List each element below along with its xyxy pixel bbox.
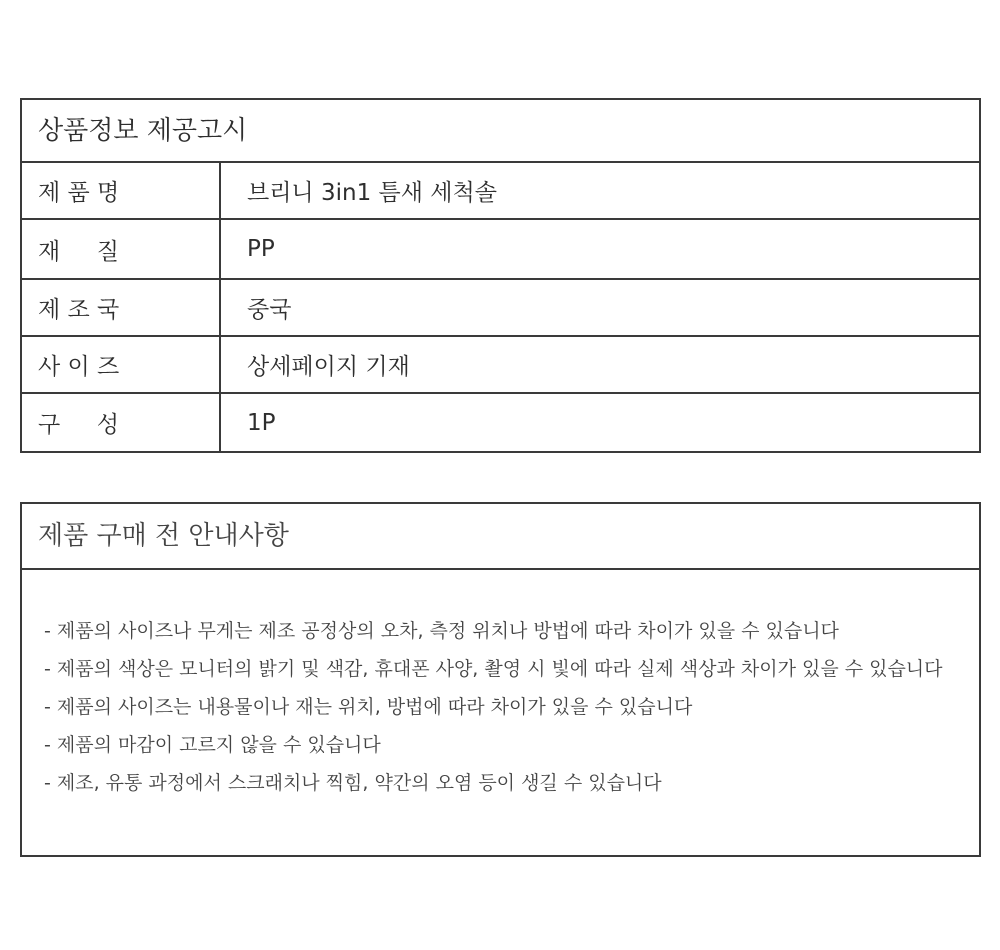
row-value: PP <box>247 236 275 262</box>
row-label: 사 이 즈 <box>22 337 221 392</box>
list-item: - 제품의 사이즈나 무게는 제조 공정상의 오차, 측정 위치나 방법에 따라 차이가 있을 수 있습니다 <box>44 620 839 642</box>
row-value: 브리니 3in1 틈새 세척솔 <box>247 180 497 206</box>
purchase-notice-title: 제품 구매 전 안내사항 <box>22 504 979 570</box>
notice-list <box>22 570 979 855</box>
purchase-notice-box <box>20 502 981 857</box>
row-value: 중국 <box>247 297 292 323</box>
table-row-size <box>22 337 979 394</box>
list-item: - 제품의 마감이 고르지 않을 수 있습니다 <box>44 734 381 756</box>
row-value: 상세페이지 기재 <box>247 354 410 380</box>
row-label: 제 조 국 <box>22 280 221 335</box>
product-info-title: 상품정보 제공고시 <box>22 100 979 163</box>
product-info-table <box>20 98 981 453</box>
list-item: - 제조, 유통 과정에서 스크래치나 찍힘, 약간의 오염 등이 생길 수 있습니다 <box>44 772 662 794</box>
table-row-composition <box>22 394 979 451</box>
table-row-product-name <box>22 163 979 220</box>
table-row-origin <box>22 280 979 337</box>
row-value: 1P <box>247 409 276 436</box>
row-label: 재 질 <box>22 220 221 278</box>
list-item: - 제품의 사이즈는 내용물이나 재는 위치, 방법에 따라 차이가 있을 수 있습니다 <box>44 696 693 718</box>
table-row-material <box>22 220 979 280</box>
row-label: 제 품 명 <box>22 163 221 218</box>
row-label: 구 성 <box>22 394 221 451</box>
list-item: - 제품의 색상은 모니터의 밝기 및 색감, 휴대폰 사양, 촬영 시 빛에 따라 실제 색상과 차이가 있을 수 있습니다 <box>44 658 943 680</box>
